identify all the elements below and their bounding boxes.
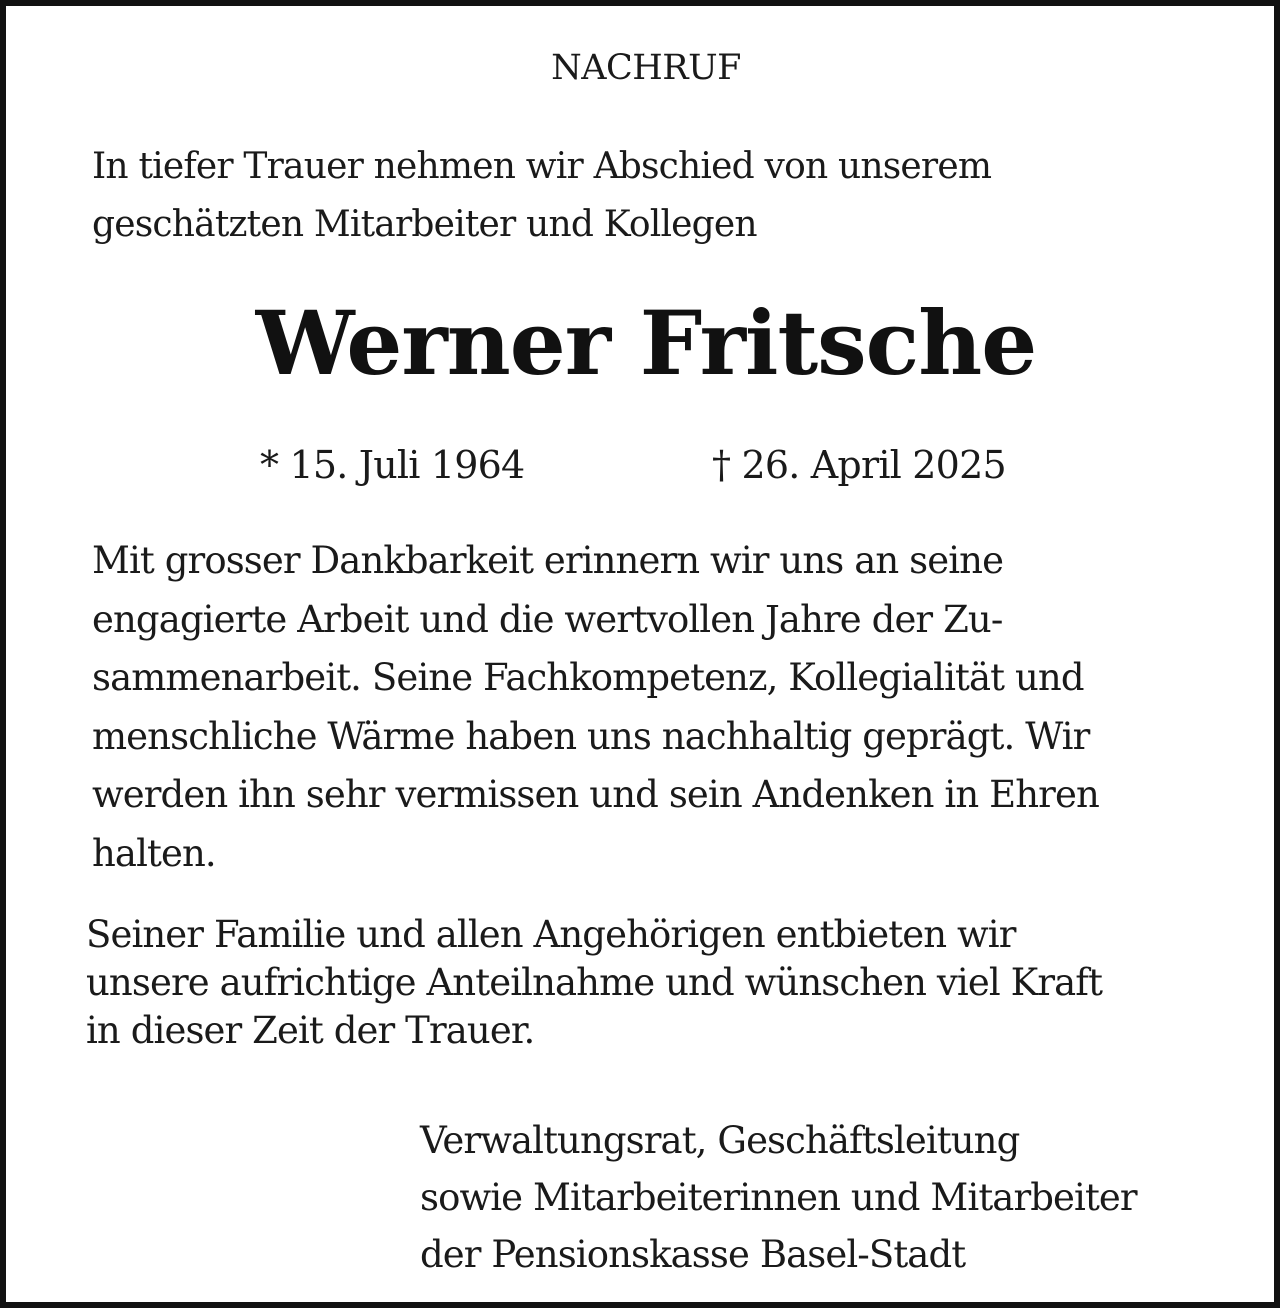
intro-paragraph bbox=[92, 138, 1212, 254]
intro-line: geschätzten Mitarbeiter und Kollegen bbox=[92, 204, 757, 245]
tribute-line: sammenarbeit. Seine Fachkompetenz, Kollegialität und bbox=[92, 656, 1084, 699]
tribute-line: engagierte Arbeit und die wertvollen Jahre der Zu- bbox=[92, 597, 1003, 641]
signature-line: der Pensionskasse Basel-Stadt bbox=[420, 1233, 966, 1276]
intro-line: In tiefer Trauer nehmen wir Abschied von unserem bbox=[92, 146, 992, 187]
tribute-line: werden ihn sehr vermissen und sein Andenken in Ehren bbox=[92, 773, 1099, 816]
condolence-line: in dieser Zeit der Trauer. bbox=[86, 1009, 535, 1052]
condolence-line: Seiner Familie und allen Angehörigen entbieten wir bbox=[86, 913, 1016, 956]
tribute-line: Mit grosser Dankbarkeit erinnern wir uns an seine bbox=[92, 539, 1004, 582]
death-date: † 26. April 2025 bbox=[712, 443, 1006, 487]
birth-date: * 15. Juli 1964 bbox=[260, 443, 525, 487]
signature-line: sowie Mitarbeiterinnen und Mitarbeiter bbox=[420, 1176, 1137, 1219]
signature-line: Verwaltungsrat, Geschäftsleitung bbox=[420, 1119, 1020, 1162]
deceased-name: Werner Fritsche bbox=[255, 291, 1037, 395]
tribute-paragraph bbox=[92, 532, 1232, 883]
notice-heading: NACHRUF bbox=[551, 48, 741, 88]
condolence-line: unsere aufrichtige Anteilnahme und wünschen viel Kraft bbox=[86, 961, 1103, 1004]
tribute-line: halten. bbox=[92, 831, 216, 875]
signature-block bbox=[420, 1112, 1240, 1283]
condolence-paragraph bbox=[86, 911, 1226, 1055]
tribute-line: menschliche Wärme haben uns nachhaltig geprägt. Wir bbox=[92, 714, 1090, 758]
